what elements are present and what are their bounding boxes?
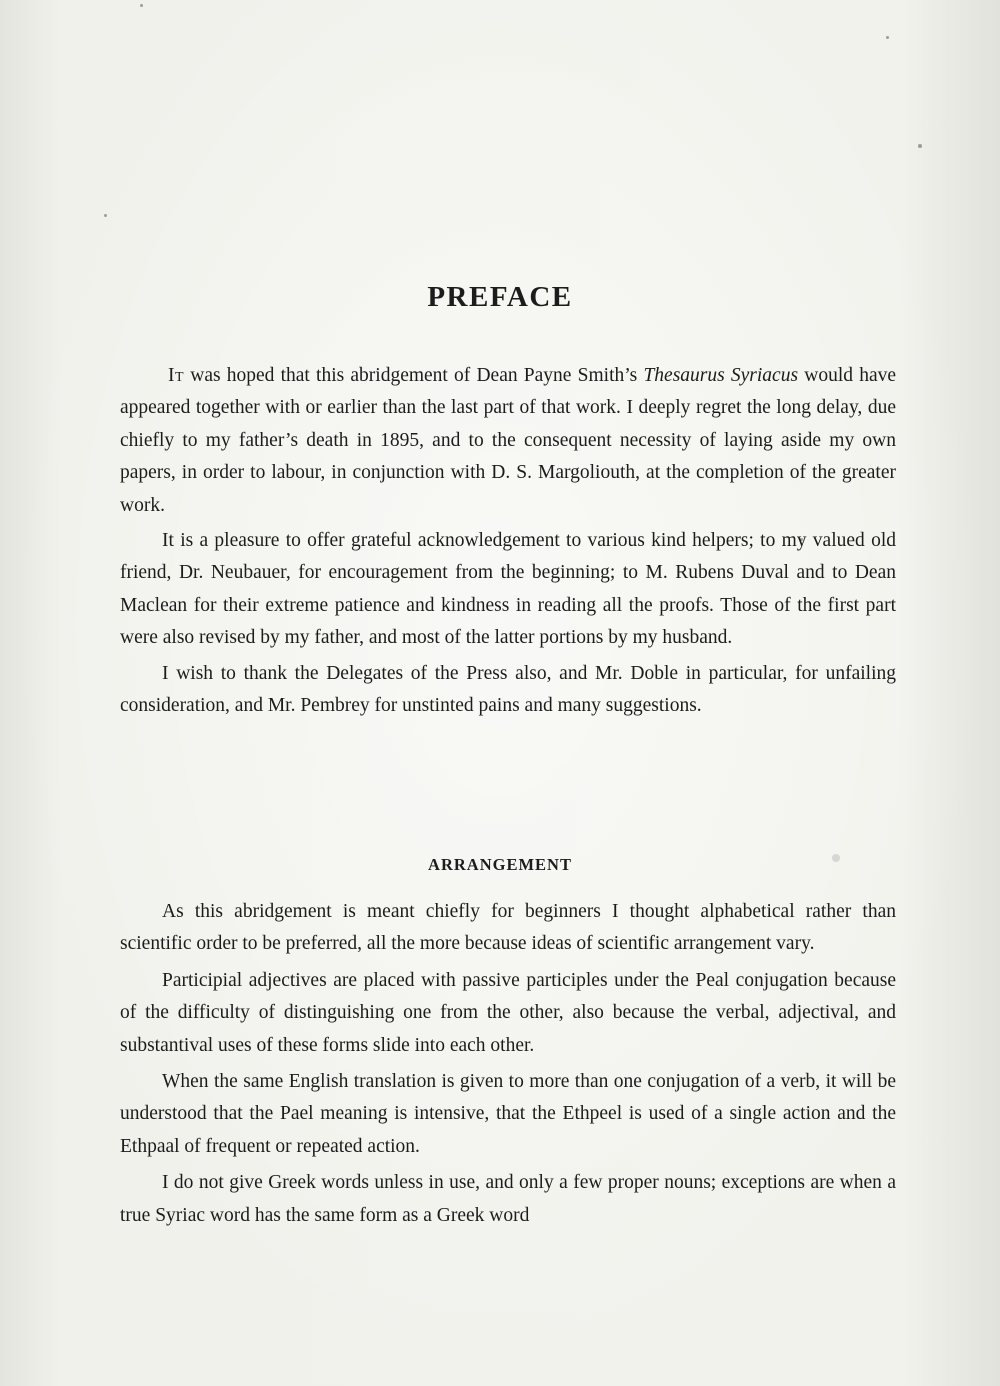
- book-title: Thesaurus Syriacus: [643, 365, 799, 386]
- paper-speck: [886, 36, 889, 39]
- arrangement-paragraph-3: When the same English translation is given to more than one conjugation of a verb, it will be understood that the Pael meaning is intensive, that the Ethpeel is used of a single action and the Ethpaal of frequent or repeated action.: [120, 1071, 896, 1157]
- paper-speck: [800, 538, 803, 541]
- page-title: PREFACE: [427, 281, 573, 313]
- arrangement-body: [120, 896, 896, 1232]
- arrangement-paragraph-4: I do not give Greek words unless in use, and only a few proper nouns; exceptions are when a true Syriac word has the same form as a Greek word: [120, 1172, 896, 1226]
- paper-speck: [832, 854, 840, 862]
- preface-p1-text-1: was hoped that this abridgement of Dean Payne Smith’s: [184, 365, 644, 386]
- preface-paragraph-2: It is a pleasure to offer grateful acknowledgement to various kind helpers; to my valued old friend, Dr. Neubauer, for encouragement from the beginning; to M. Rubens Duval and to Dean Maclean for their extreme patience and kindness in reading all the proofs. Those of the first part were also revised by my father, and most of the latter portions by my husband.: [120, 530, 896, 649]
- paper-speck: [918, 144, 922, 148]
- preface-body: [120, 360, 896, 722]
- arrangement-paragraph-1: As this abridgement is meant chiefly for beginners I thought alphabetical rather than scientific order to be preferred, all the more because ideas of scientific arrangement vary.: [120, 901, 896, 955]
- show-through-text: [140, 60, 900, 92]
- preface-paragraph-1: [120, 360, 896, 522]
- arrangement-paragraph-2: Participial adjectives are placed with passive participles under the Peal conjugation because of the difficulty of distinguishing one from the other, also because the verbal, adjectival, and substantival uses of these forms slide into each other.: [120, 969, 896, 1056]
- paper-speck: [140, 4, 143, 7]
- section-heading-arrangement: ARRANGEMENT: [428, 855, 572, 874]
- paper-speck: [104, 214, 107, 217]
- preface-p1-text-2: would have appeared together with or earlier than the last part of that work. I deeply regret the long delay, due chiefly to my father’s death in 1895, and to the consequent necessity of laying aside my own papers, in order to labour, in conjunction with D. S. Margoliouth, at the completion of the greater work.: [120, 365, 897, 516]
- preface-paragraph-3: I wish to thank the Delegates of the Press also, and Mr. Doble in particular, for unfailing consideration, and Mr. Pembrey for unstinted pains and many suggestions.: [120, 662, 896, 717]
- preface-lead-word: It: [168, 365, 185, 386]
